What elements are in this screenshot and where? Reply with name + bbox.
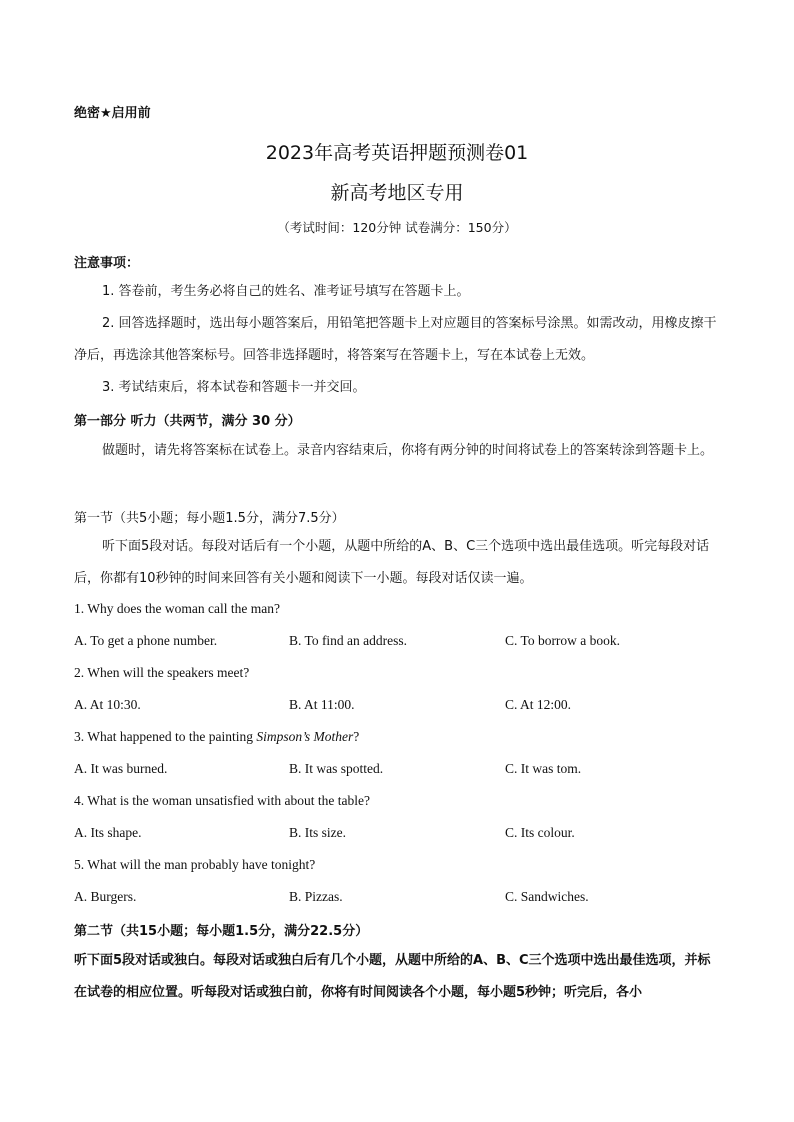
question-2-option-c: C. At 12:00. xyxy=(505,697,572,712)
question-1-option-b: B. To find an address. xyxy=(289,633,408,648)
question-1-stem: 1. Why does the woman call the man? xyxy=(74,601,280,616)
notice-item-1: 1. 答卷前，考生务必将自己的姓名、准考证号填写在答题卡上。 xyxy=(102,284,470,299)
painting-title: Simpson’s Mother xyxy=(256,729,354,744)
question-1-option-c: C. To borrow a book. xyxy=(505,633,621,648)
question-3-stem-pre: 3. What happened to the painting xyxy=(74,729,257,744)
question-3-option-c: C. It was tom. xyxy=(505,761,582,776)
section1-heading: 第一节（共5小题；每小题1.5分，满分7.5分） xyxy=(74,511,345,526)
question-3-option-a: A. It was burned. xyxy=(74,761,168,776)
question-3-stem xyxy=(74,729,359,745)
question-4-stem: 4. What is the woman unsatisfied with about the table? xyxy=(74,793,370,808)
section2-instruction: 听下面5段对话或独白。每段对话或独白后有几个小题，从题中所给的A、B、C三个选项中选出最佳选项，并标在试卷的相应位置。听每段对话或独白前，你将有时间阅读各个小题，每小题5秒钟；听完后，各小 xyxy=(74,953,711,1000)
question-4-option-c: C. Its colour. xyxy=(505,825,575,840)
exam-subtitle: 新高考地区专用 xyxy=(330,182,464,204)
question-3-option-b: B. It was spotted. xyxy=(289,761,384,776)
question-5-option-b: B. Pizzas. xyxy=(289,889,343,904)
question-5-stem: 5. What will the man probably have tonight? xyxy=(74,857,316,872)
question-2-option-b: B. At 11:00. xyxy=(289,697,355,712)
notice-item-3: 3. 考试结束后，将本试卷和答题卡一并交回。 xyxy=(102,380,366,395)
part1-instruction: 做题时，请先将答案标在试卷上。录音内容结束后，你将有两分钟的时间将试卷上的答案转涂到答题卡上。 xyxy=(102,443,714,458)
section2-heading: 第二节（共15小题；每小题1.5分，满分22.5分） xyxy=(74,924,369,939)
question-4-option-b: B. Its size. xyxy=(289,825,346,840)
question-2-stem: 2. When will the speakers meet? xyxy=(74,665,250,680)
secret-label: 绝密★启用前 xyxy=(74,106,151,121)
question-2-option-a: A. At 10:30. xyxy=(74,697,141,712)
question-5-option-a: A. Burgers. xyxy=(74,889,137,904)
notice-heading: 注意事项： xyxy=(74,256,140,271)
exam-info: （考试时间：120分钟 试卷满分：150分） xyxy=(277,220,517,235)
question-1-option-a: A. To get a phone number. xyxy=(74,633,218,648)
question-4-option-a: A. Its shape. xyxy=(74,825,142,840)
notice-item-2: 2. 回答选择题时，选出每小题答案后，用铅笔把答题卡上对应题目的答案标号涂黑。如需改动，用橡皮擦干净后，再选涂其他答案标号。回答非选择题时，将答案写在答题卡上，写在本试卷上无效。 xyxy=(74,316,717,363)
question-3-stem-post: ? xyxy=(353,729,360,744)
exam-title: 2023年高考英语押题预测卷01 xyxy=(265,142,529,164)
question-5-option-c: C. Sandwiches. xyxy=(505,889,589,904)
section1-instruction: 听下面5段对话。每段对话后有一个小题，从题中所给的A、B、C三个选项中选出最佳选项。听完每段对话后，你都有10秒钟的时间来回答有关小题和阅读下一小题。每段对话仅读一遍。 xyxy=(74,539,710,586)
part1-heading: 第一部分 听力（共两节，满分 30 分） xyxy=(74,414,301,429)
